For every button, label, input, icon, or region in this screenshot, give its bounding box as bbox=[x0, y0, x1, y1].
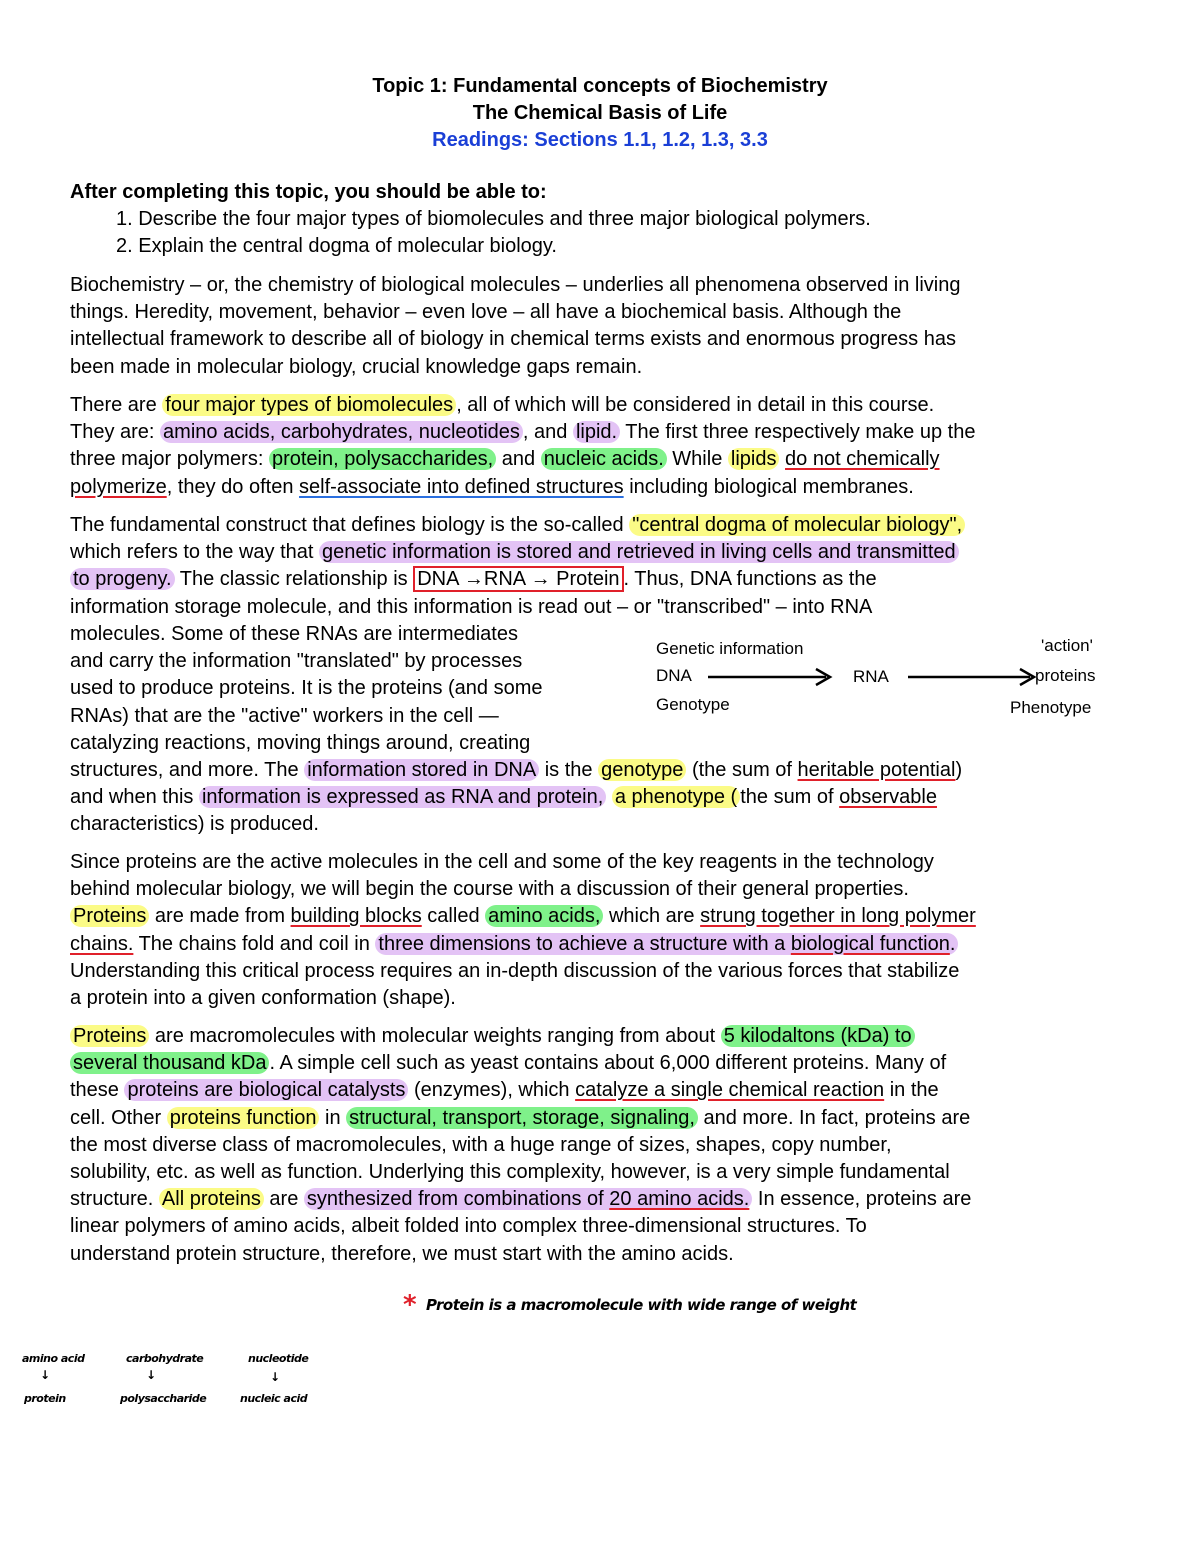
diagram-genetic-information-label: Genetic information bbox=[656, 639, 804, 658]
highlight-green: nucleic acids. bbox=[541, 448, 667, 470]
text-line bbox=[70, 903, 1140, 930]
text-span: They are: bbox=[70, 421, 161, 444]
text-line bbox=[70, 1105, 1140, 1132]
highlight-yellow: a phenotype ( bbox=[612, 786, 740, 808]
handwritten-star: * bbox=[403, 1290, 417, 1320]
text-line: Understanding this critical process requires an in-depth discussion of the various forces that stabilize bbox=[70, 959, 960, 982]
text-line: used to produce proteins. It is the proteins (and some bbox=[70, 677, 543, 700]
paragraph-proteins-intro bbox=[70, 849, 1140, 1012]
text-span: The chains fold and coil in bbox=[133, 932, 376, 955]
text-line: intellectual framework to describe all of biology in chemical terms exists and enormous progress has bbox=[70, 328, 956, 351]
highlight-purple: proteins are biological catalysts bbox=[124, 1079, 408, 1101]
text-line: and carry the information "translated" by processes bbox=[70, 650, 523, 673]
text-line: the most diverse class of macromolecules, with a huge range of sizes, shapes, copy number, bbox=[70, 1133, 892, 1156]
underline-red: 20 amino acids. bbox=[609, 1188, 750, 1211]
text-span: these bbox=[70, 1079, 125, 1102]
text-line bbox=[70, 1077, 1140, 1104]
text-line: Biochemistry – or, the chemistry of biological molecules – underlies all phenomena observed in living bbox=[70, 274, 961, 296]
highlight-purple: to progeny. bbox=[70, 568, 175, 590]
text-span: The first three respectively make up the bbox=[620, 421, 976, 444]
text-line bbox=[70, 419, 1140, 446]
highlight-purple: information is expressed as RNA and protein, bbox=[199, 786, 606, 808]
handwritten-protein: protein bbox=[24, 1392, 66, 1405]
paragraph-genotype-phenotype bbox=[70, 757, 1140, 839]
text-span: While bbox=[666, 448, 728, 471]
diagram-genotype-label: Genotype bbox=[656, 695, 730, 714]
underline-red: biological function bbox=[790, 932, 950, 955]
text-span: is the bbox=[539, 759, 599, 781]
text-line: molecules. Some of these RNAs are intermediates bbox=[70, 623, 518, 645]
underline-red: building blocks bbox=[290, 905, 422, 928]
highlight-yellow: Proteins bbox=[70, 1025, 149, 1047]
highlight-purple bbox=[304, 1188, 752, 1210]
highlight-purple: information stored in DNA bbox=[304, 759, 539, 781]
text-line: understand protein structure, therefore, we must start with the amino acids. bbox=[70, 1242, 734, 1265]
text-line bbox=[70, 474, 1140, 501]
highlight-purple: three dimensions to achieve a structure with a biological function. bbox=[375, 933, 958, 955]
text-line bbox=[70, 784, 1140, 811]
highlight-yellow: Proteins bbox=[70, 905, 149, 927]
text-span: . A simple cell such as yeast contains about 6,000 different proteins. Many of bbox=[269, 1052, 947, 1075]
handwritten-polysaccharide: polysaccharide bbox=[120, 1392, 207, 1405]
highlight-yellow: proteins function bbox=[167, 1107, 320, 1129]
text-span: called bbox=[421, 905, 486, 928]
handwritten-down-arrow: ↓ bbox=[146, 1368, 156, 1382]
highlight-green: protein, polysaccharides, bbox=[269, 448, 496, 470]
document-subtitle: The Chemical Basis of Life bbox=[472, 102, 728, 124]
readings-line: Readings: Sections 1.1, 1.2, 1.3, 3.3 bbox=[432, 129, 768, 151]
text-span: in bbox=[319, 1106, 347, 1129]
text-span: (enzymes), which bbox=[408, 1079, 576, 1102]
highlight-yellow: lipids bbox=[728, 448, 780, 470]
text-line bbox=[70, 1050, 1140, 1077]
paragraph-protein-details bbox=[70, 1023, 1140, 1268]
text-line: catalyzing reactions, moving things around, creating bbox=[70, 731, 531, 754]
paragraph-intro bbox=[70, 272, 1140, 381]
highlight-green: structural, transport, storage, signaling, bbox=[346, 1107, 698, 1129]
paragraph-central-dogma bbox=[70, 512, 1140, 621]
text-span: structures, and more. The bbox=[70, 759, 305, 781]
text-span: cell. Other bbox=[70, 1106, 167, 1129]
handwritten-down-arrow: ↓ bbox=[270, 1370, 280, 1384]
text-span: structure. bbox=[70, 1188, 159, 1211]
text-line: behind molecular biology, we will begin the course with a discussion of their general properties. bbox=[70, 878, 909, 901]
handwritten-down-arrow: ↓ bbox=[40, 1368, 50, 1382]
text-span: ) bbox=[955, 759, 963, 781]
handwritten-nucleic-acid: nucleic acid bbox=[240, 1392, 308, 1405]
highlight-purple: lipid. bbox=[573, 421, 620, 443]
highlight-green: several thousand kDa bbox=[70, 1052, 269, 1074]
underline-red: strung together in long polymer bbox=[700, 905, 976, 928]
text-line bbox=[70, 1023, 1140, 1050]
text-span: , all of which will be considered in detail in this course. bbox=[456, 394, 935, 416]
text-span: in the bbox=[884, 1079, 939, 1102]
text-span: , and bbox=[522, 421, 573, 444]
paragraph-wrap-left bbox=[70, 621, 640, 757]
text-line bbox=[70, 566, 1140, 593]
text-span: (the sum of bbox=[686, 759, 798, 781]
handwritten-amino-acid: amino acid bbox=[22, 1352, 85, 1365]
text-line: characteristics) is produced. bbox=[70, 813, 319, 836]
text-span: which refers to the way that bbox=[70, 541, 320, 564]
text-line: linear polymers of amino acids, albeit folded into complex three-dimensional structures. To bbox=[70, 1215, 867, 1238]
objective-item-2: 2. Explain the central dogma of molecular biology. bbox=[116, 235, 557, 257]
text-span: The fundamental construct that defines biology is the so-called bbox=[70, 514, 630, 536]
underline-red: chains. bbox=[70, 932, 134, 955]
highlight-purple: amino acids, carbohydrates, nucleotides bbox=[160, 421, 523, 443]
text-span: synthesized from combinations of bbox=[306, 1188, 610, 1211]
handwritten-nucleotide: nucleotide bbox=[248, 1352, 309, 1365]
text-line bbox=[70, 539, 1140, 566]
highlight-green: 5 kilodaltons (kDa) to bbox=[721, 1025, 915, 1047]
text-span: are macromolecules with molecular weights ranging from about bbox=[149, 1025, 721, 1047]
central-dogma-diagram bbox=[650, 630, 1120, 730]
text-line bbox=[70, 1186, 1140, 1213]
text-span: , they do often bbox=[166, 475, 300, 498]
text-line: Since proteins are the active molecules in the cell and some of the key reagents in the technology bbox=[70, 851, 934, 873]
text-line: a protein into a given conformation (shape). bbox=[70, 987, 456, 1010]
text-line: solubility, etc. as well as function. Underlying this complexity, however, is a very simple fundamental bbox=[70, 1161, 950, 1184]
text-span: and bbox=[496, 448, 541, 471]
text-span: are made from bbox=[149, 905, 291, 928]
text-span: In essence, proteins are bbox=[752, 1188, 972, 1211]
text-span: The classic relationship is bbox=[174, 568, 414, 591]
underline-red: observable bbox=[839, 786, 937, 809]
arrow-rna-to-proteins bbox=[908, 669, 1034, 685]
highlight-purple: genetic information is stored and retrieved in living cells and transmitted bbox=[319, 541, 959, 563]
text-span: three dimensions to achieve a structure with a bbox=[378, 932, 791, 955]
underline-red: catalyze a single chemical reaction bbox=[575, 1079, 885, 1102]
text-span: There are bbox=[70, 394, 163, 416]
underline-red: polymerize bbox=[70, 475, 167, 498]
text-line: RNAs) that are the "active" workers in the cell — bbox=[70, 704, 499, 727]
objective-item-1: 1. Describe the four major types of biomolecules and three major biological polymers. bbox=[116, 208, 871, 230]
underline-red: do not chemically bbox=[785, 448, 940, 471]
diagram-phenotype-label: Phenotype bbox=[1010, 698, 1092, 717]
text-line: information storage molecule, and this information is read out – or "transcribed" – into RNA bbox=[70, 595, 873, 618]
arrow-dna-to-rna bbox=[708, 669, 830, 685]
document-title: Topic 1: Fundamental concepts of Biochemistry bbox=[372, 75, 828, 97]
diagram-action-label: 'action' bbox=[1041, 636, 1093, 655]
diagram-dna-label: DNA bbox=[656, 666, 692, 685]
underline-red: heritable potential bbox=[797, 759, 956, 781]
highlight-yellow: "central dogma of molecular biology", bbox=[629, 514, 965, 536]
objectives-heading: After completing this topic, you should be able to: bbox=[70, 181, 547, 203]
text-span: the sum of bbox=[740, 786, 840, 809]
diagram-rna-label: RNA bbox=[853, 667, 889, 686]
highlight-yellow: four major types of biomolecules bbox=[162, 394, 456, 416]
highlight-yellow: All proteins bbox=[159, 1188, 264, 1210]
text-line bbox=[70, 512, 1140, 539]
text-span: which are bbox=[603, 905, 701, 928]
text-line bbox=[70, 931, 1140, 958]
underline-blue: self-associate into defined structures bbox=[299, 475, 624, 498]
text-line bbox=[70, 446, 1140, 473]
text-span: are bbox=[263, 1188, 304, 1211]
paragraph-biomolecules bbox=[70, 392, 1140, 501]
highlight-yellow: genotype bbox=[598, 759, 686, 781]
text-span: including biological membranes. bbox=[623, 475, 914, 498]
handwritten-note: Protein is a macromolecule with wide range of weight bbox=[426, 1296, 857, 1314]
diagram-arrows bbox=[650, 630, 1120, 730]
boxed-relationship: DNA →RNA → Protein bbox=[413, 566, 623, 592]
text-line: things. Heredity, movement, behavior – even love – all have a biochemical basis. Although the bbox=[70, 301, 902, 324]
text-span: and more. In fact, proteins are bbox=[697, 1106, 971, 1129]
highlight-green: amino acids, bbox=[485, 905, 603, 927]
text-span: . Thus, DNA functions as the bbox=[623, 568, 877, 591]
text-line bbox=[70, 392, 1140, 419]
text-line bbox=[70, 757, 1140, 784]
handwritten-carbohydrate: carbohydrate bbox=[126, 1352, 204, 1365]
text-line: been made in molecular biology, crucial knowledge gaps remain. bbox=[70, 355, 643, 378]
text-span: three major polymers: bbox=[70, 448, 269, 471]
diagram-proteins-label: proteins bbox=[1035, 666, 1096, 685]
text-span: and when this bbox=[70, 786, 199, 809]
